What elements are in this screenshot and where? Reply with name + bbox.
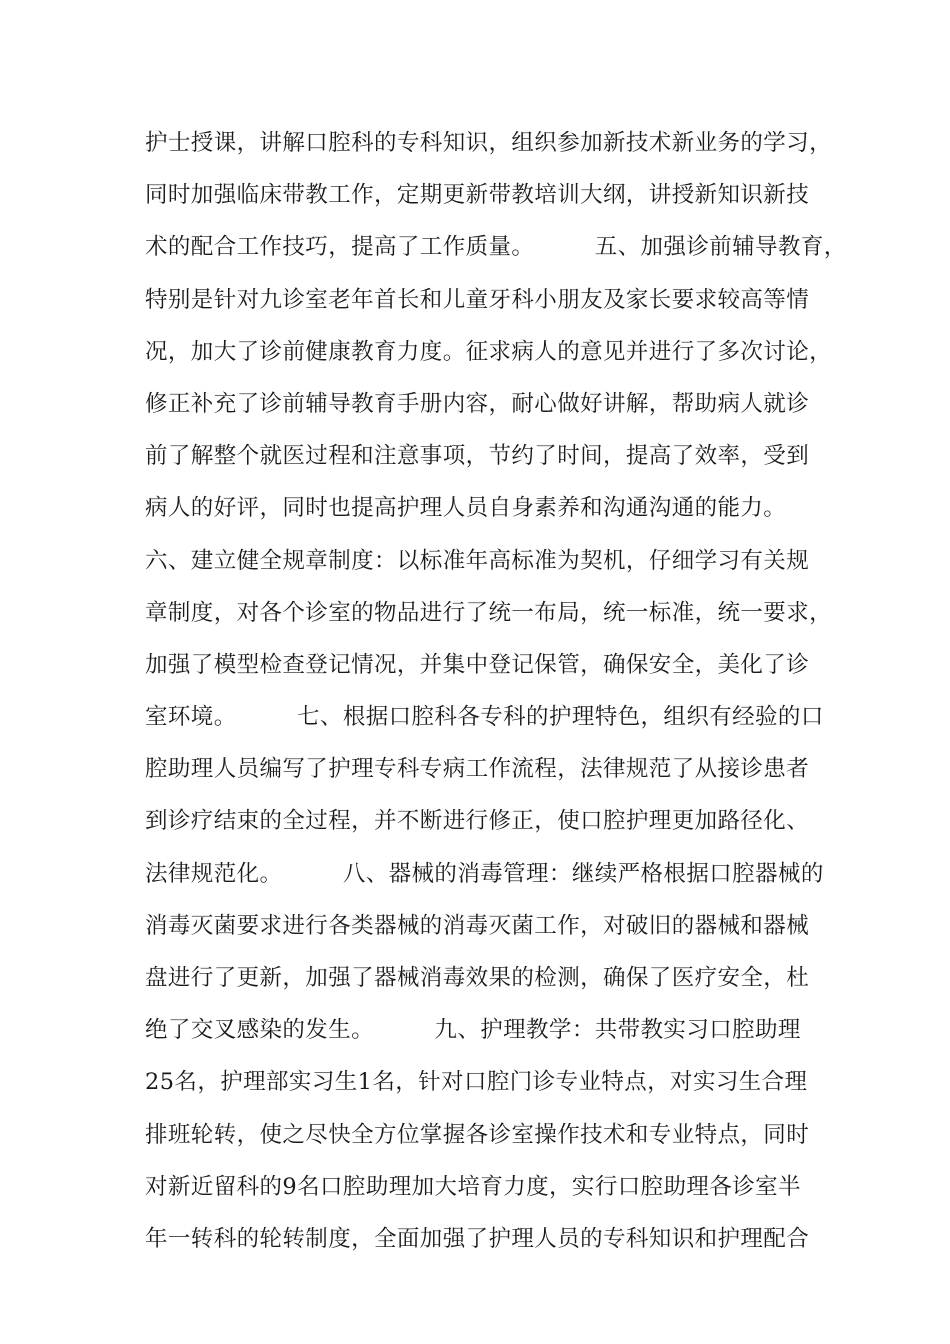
text-line: 绝了交叉感染的发生。 九、护理教学：共带教实习口腔助理 bbox=[145, 1017, 801, 1044]
text-line: 护士授课，讲解口腔科的专科知识，组织参加新技术新业务的学习， bbox=[145, 130, 833, 156]
text-line: 法律规范化。 八、器械的消毒管理：继续严格根据口腔器械的 bbox=[145, 860, 824, 887]
text-line: 病人的好评，同时也提高护理人员自身素养和沟通沟通的能力。 bbox=[145, 495, 787, 522]
text-line: 盘进行了更新，加强了器械消毒效果的检测，确保了医疗安全，杜 bbox=[145, 965, 810, 991]
text-line: 前了解整个就医过程和注意事项，节约了时间，提高了效率，受到 bbox=[145, 443, 810, 470]
text-line: 章制度，对各个诊室的物品进行了统一布局，统一标准，统一要求， bbox=[145, 599, 833, 626]
text-line: 特别是针对九诊室老年首长和儿童牙科小朋友及家长要求较高等情 bbox=[145, 286, 810, 313]
text-line: 对新近留科的9名口腔助理加大培育力度，实行口腔助理各诊室半 bbox=[145, 1173, 801, 1200]
text-line: 排班轮转，使之尽快全方位掌握各诊室操作技术和专业特点，同时 bbox=[145, 1121, 810, 1148]
text-line: 同时加强临床带教工作，定期更新带教培训大纲，讲授新知识新技 bbox=[145, 182, 810, 209]
body-text bbox=[145, 128, 847, 1276]
text-line: 消毒灭菌要求进行各类器械的消毒灭菌工作，对破旧的器械和器械 bbox=[145, 912, 810, 939]
text-line: 况，加大了诊前健康教育力度。征求病人的意见并进行了多次讨论， bbox=[145, 338, 833, 365]
text-line: 加强了模型检查登记情况，并集中登记保管，确保安全，美化了诊 bbox=[145, 651, 810, 678]
text-line: 修正补充了诊前辅导教育手册内容，耐心做好讲解，帮助病人就诊 bbox=[145, 390, 810, 417]
text-line: 25名，护理部实习生1名，针对口腔门诊专业特点，对实习生合理 bbox=[145, 1069, 808, 1096]
text-line: 室环境。 七、根据口腔科各专科的护理特色，组织有经验的口 bbox=[145, 704, 824, 731]
text-line: 年一转科的轮转制度，全面加强了护理人员的专科知识和护理配合 bbox=[145, 1225, 810, 1252]
text-line: 到诊疗结束的全过程，并不断进行修正，使口腔护理更加路径化、 bbox=[145, 808, 810, 835]
text-line: 六、建立健全规章制度：以标准年高标准为契机，仔细学习有关规 bbox=[145, 547, 810, 574]
text-line: 腔助理人员编写了护理专科专病工作流程，法律规范了从接诊患者 bbox=[145, 756, 810, 783]
text-line: 术的配合工作技巧，提高了工作质量。 五、加强诊前辅导教育， bbox=[145, 234, 847, 261]
